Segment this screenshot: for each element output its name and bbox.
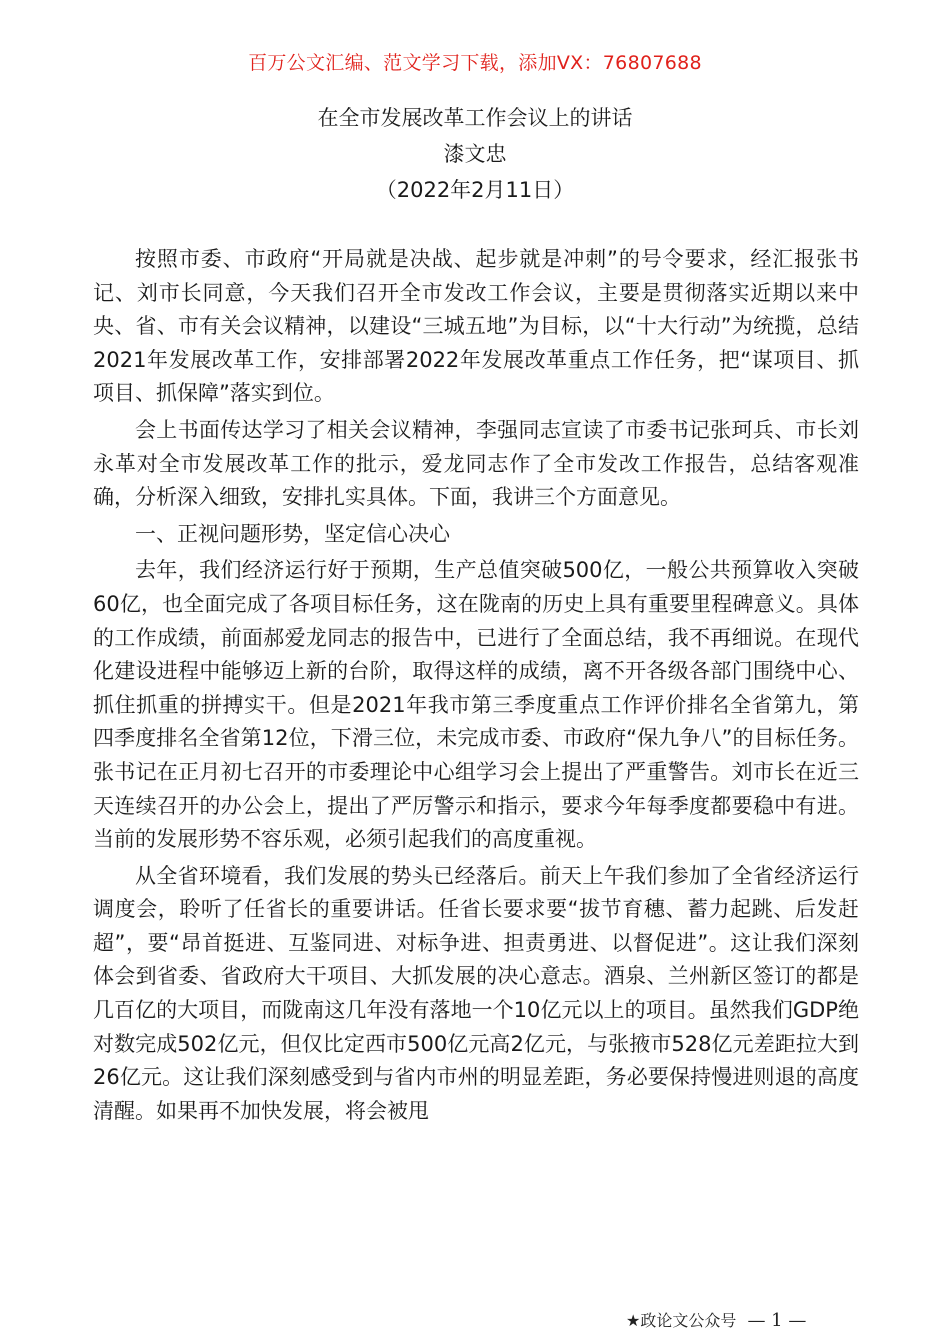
paragraph-meeting-summary: 会上书面传达学习了相关会议精神，李强同志宣读了市委书记张珂兵、市长刘永革对全市发展改革工作的批示，爱龙同志作了全市发改工作报告，总结客观准确，分析深入细致，安排扎实具体。下面，我讲三个方面意见。 [93,417,859,510]
document-header [0,100,950,208]
page-footer [626,1308,806,1331]
download-banner: 百万公文汇编、范文学习下载，添加VX：76807688 [248,52,702,74]
document-title: 在全市发展改革工作会议上的讲话 [317,106,633,130]
document-author: 漆文忠 [443,142,507,166]
paragraph-intro: 按照市委、市政府“开局就是决战、起步就是冲刺”的号令要求，经汇报张书记、刘市长同意，今天我们召开全市发改工作会议，主要是贯彻落实近期以来中央、省、市有关会议精神，以建设“三城五地”为目标，以“十大行动”为统揽，总结2021年发展改革工作，安排部署2022年发展改革重点工作任务，把“谋项目、抓项目、抓保障”落实到位。 [93,247,859,406]
paragraph-province-environment: 从全省环境看，我们发展的势头已经落后。前天上午我们参加了全省经济运行调度会，聆听了任省长的重要讲话。任省长要求要“拔节育穗、蓄力起跳、后发赶超”，要“昂首挺进、互鉴同进、对标争进、担责勇进、以督促进”。这让我们深刻体会到省委、省政府大干项目、大抓发展的决心意志。酒泉、兰州新区签订的都是几百亿的大项目，而陇南这几年没有落地一个10亿元以上的项目。虽然我们GDP绝对数完成502亿元，但仅比定西市500亿元高2亿元，与张掖市528亿元差距拉大到26亿元。这让我们深刻感受到与省内市州的明显差距，务必要保持慢进则退的高度清醒。如果再不加快发展，将会被甩 [93,863,859,1123]
footer-source: ★政论文公众号 [626,1311,737,1330]
paragraph-last-year: 去年，我们经济运行好于预期，生产总值突破500亿，一般公共预算收入突破60亿，也全面完成了各项目标任务，这在陇南的历史上具有重要里程碑意义。具体的工作成绩，前面郝爱龙同志的报告中，已进行了全面总结，我不再细说。在现代化建设进程中能够迈上新的台阶，取得这样的成绩，离不开各级各部门围绕中心、抓住抓重的拼搏实干。但是2021年我市第三季度重点工作评价排名全省第九，第四季度排名全省第12位，下滑三位，未完成市委、市政府“保九争八”的目标任务。张书记在正月初七召开的市委理论中心组学习会上提出了严重警告。刘市长在近三天连续召开的办公会上，提出了严厉警示和指示，要求今年每季度都要稳中有进。当前的发展形势不容乐观，必须引起我们的高度重视。 [93,558,859,852]
document-date: （2022年2月11日） [375,178,575,202]
section-heading-1: 一、正视问题形势，坚定信心决心 [135,521,450,546]
page-number: — 1 — [747,1310,807,1331]
document-body [93,243,859,1131]
